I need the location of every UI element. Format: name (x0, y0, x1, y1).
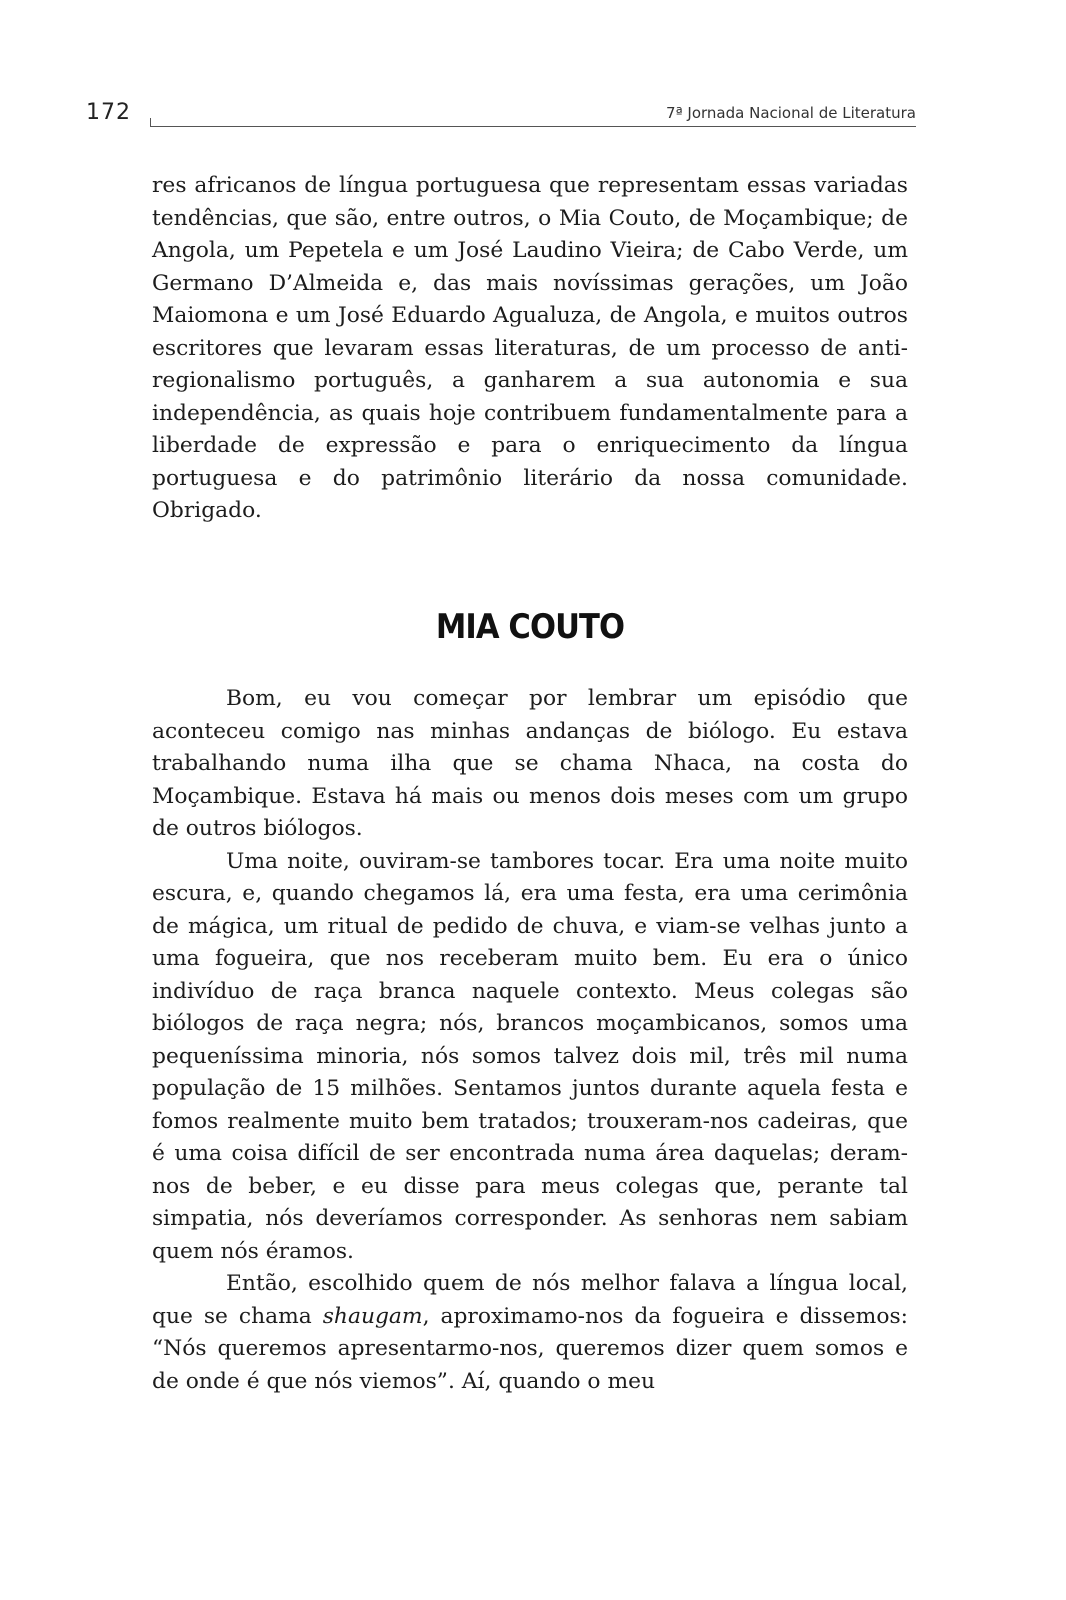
paragraph-1: Bom, eu vou começar por lembrar um episódio que aconteceu comigo nas minhas andanças de biólogo. Eu estava trabalhando numa ilha que se chama Nhaca, na costa do Moçambique. Estava há mais ou menos dois meses com um grupo de outros biólogos. (152, 686, 908, 841)
paragraph-continued: res africanos de língua portuguesa que representam essas variadas tendências, que são, entre outros, o Mia Couto, de Moçambique; de Angola, um Pepetela e um José Laudino Vieira; de Cabo Verde, um Germano D’Almeida e, das mais novíssimas gerações, um João Maiomona e um José Eduardo Agualuza, de Angola, e muitos outros escritores que levaram essas literaturas, de um processo de anti-regionalismo português, a ganharem a sua autonomia e sua independência, as quais hoje contribuem fundamentalmente para a liberdade de expressão e para o enriquecimento da língua portuguesa e do patrimônio literário da nossa comunidade. Obrigado. (152, 173, 908, 523)
header-rule (150, 126, 916, 127)
section-heading: MIA COUTO (435, 607, 625, 647)
text-block-before-heading (152, 170, 908, 528)
paragraph-2: Uma noite, ouviram-se tambores tocar. Era uma noite muito escura, e, quando chegamos lá, era uma festa, era uma cerimônia de mágica, um ritual de pedido de chuva, e viam-se velhas junto a uma fogueira, que nos receberam muito bem. Eu era o único indivíduo de raça branca naquele contexto. Meus colegas são biólogos de raça negra; nós, brancos moçambicanos, somos uma pequeníssima minoria, nós somos talvez dois mil, três mil numa população de 15 milhões. Sentamos juntos durante aquela festa e fomos realmente muito bem tratados; trouxeram-nos cadeiras, que é uma coisa difícil de ser encontrada numa área daquelas; deram-nos de beber, e eu disse para meus colegas que, perante tal simpatia, nós deveríamos corresponder. As senhoras nem sabiam quem nós éramos. (152, 848, 908, 1264)
paragraph-3-start: Então, escolhido quem de nós melhor falava a língua local, que se chama (152, 1271, 908, 1329)
paragraph-3 (152, 1268, 908, 1398)
header-rule-tick (150, 118, 151, 126)
running-title: 7ª Jornada Nacional de Literatura (666, 104, 916, 122)
page-header (86, 98, 916, 128)
paragraph-3-italic-term: shaugam (322, 1303, 423, 1329)
page-number: 172 (86, 100, 131, 125)
paragraph-3-end: , aproximamo-nos da fogueira e dissemos: “Nós queremos apresentarmo-nos, queremos dizer quem somos e de onde é que nós viemos”. Aí, quando o meu (152, 1303, 908, 1394)
text-block-after-heading (152, 683, 908, 1398)
